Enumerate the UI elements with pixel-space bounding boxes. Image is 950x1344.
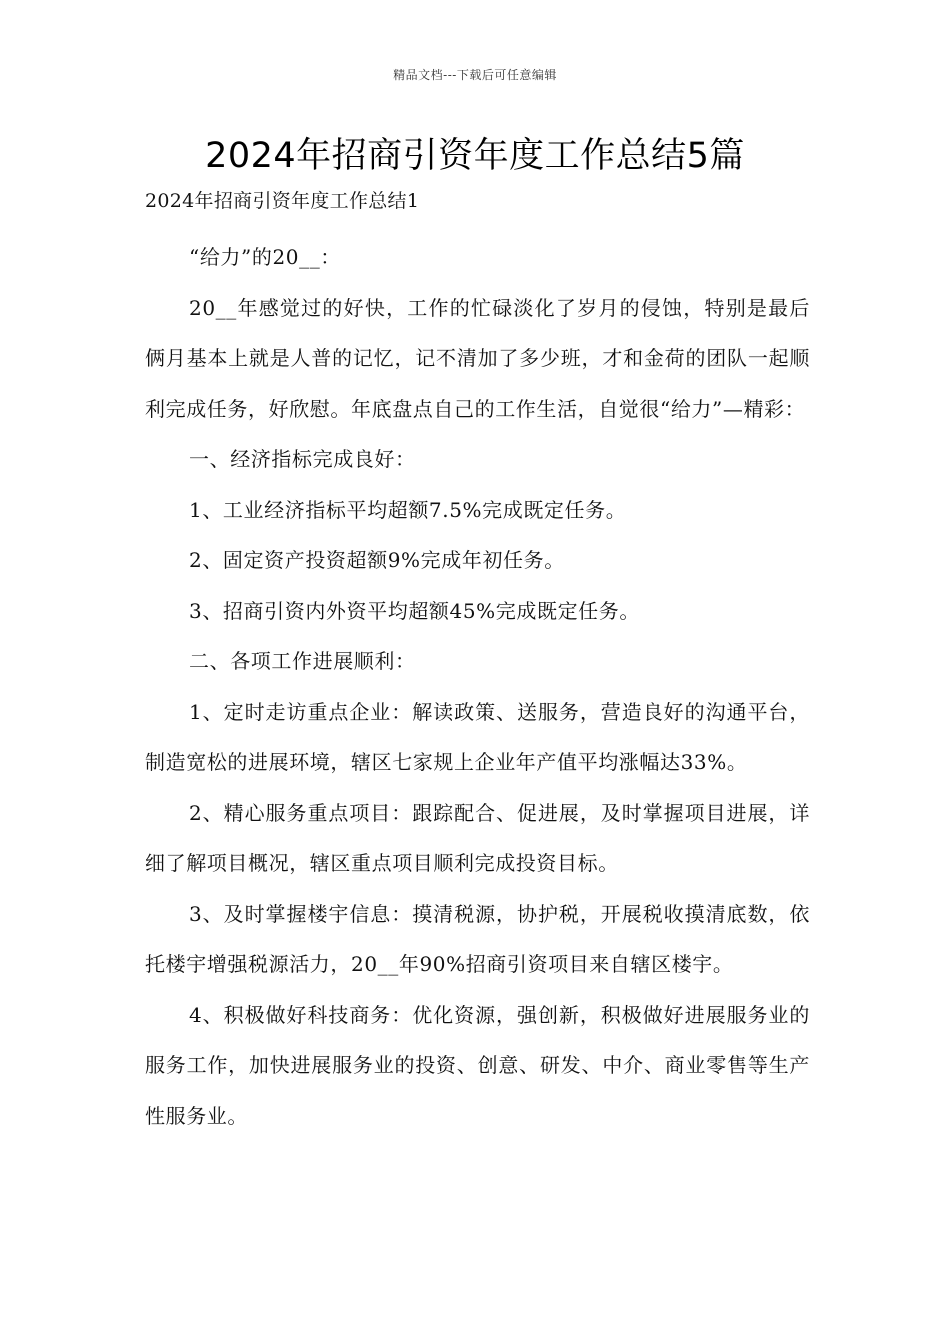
section-subtitle: 2024年招商引资年度工作总结1 xyxy=(145,190,420,212)
list-item-key-projects: 2、精心服务重点项目：跟踪配合、促进展，及时掌握项目进展，详细了解项目概况，辖区重点项目顺利完成投资目标。 xyxy=(145,800,810,875)
list-item-building-info: 3、及时掌握楼宇信息：摸清税源，协护税，开展税收摸清底数，依托楼宇增强税源活力，20__年90%招商引资项目来自辖区楼宇。 xyxy=(145,901,810,976)
list-item-tech-commerce: 4、积极做好科技商务：优化资源，强创新，积极做好进展服务业的服务工作，加快进展服务业的投资、创意、研发、中介、商业零售等生产性服务业。 xyxy=(145,1002,810,1128)
heading-work-progress: 二、各项工作进展顺利： xyxy=(189,649,416,673)
document-body xyxy=(145,184,810,1141)
list-item-investment: 3、招商引资内外资平均超额45%完成既定任务。 xyxy=(189,598,640,623)
document-title: 2024年招商引资年度工作总结5篇 xyxy=(205,136,745,176)
list-item-fixed-assets: 2、固定资产投资超额9%完成年初任务。 xyxy=(189,548,565,572)
heading-economic-indicators: 一、经济指标完成良好： xyxy=(189,447,416,471)
paragraph-greeting: “给力”的20__： xyxy=(189,245,341,269)
list-item-industrial: 1、工业经济指标平均超额7.5%完成既定任务。 xyxy=(189,497,627,522)
paragraph-intro: 20__年感觉过的好快，工作的忙碌淡化了岁月的侵蚀，特别是最后俩月基本上就是人普的记忆，记不清加了多少班，才和金荷的团队一起顺利完成任务，好欣慰。年底盘点自己的工作生活，自觉很“给力”—精彩： xyxy=(145,295,810,421)
header-note: 精品文档---下载后可任意编辑 xyxy=(393,68,557,82)
list-item-enterprise-visits: 1、定时走访重点企业：解读政策、送服务，营造良好的沟通平台，制造宽松的进展环境，辖区七家规上企业年产值平均涨幅达33%。 xyxy=(145,699,810,774)
